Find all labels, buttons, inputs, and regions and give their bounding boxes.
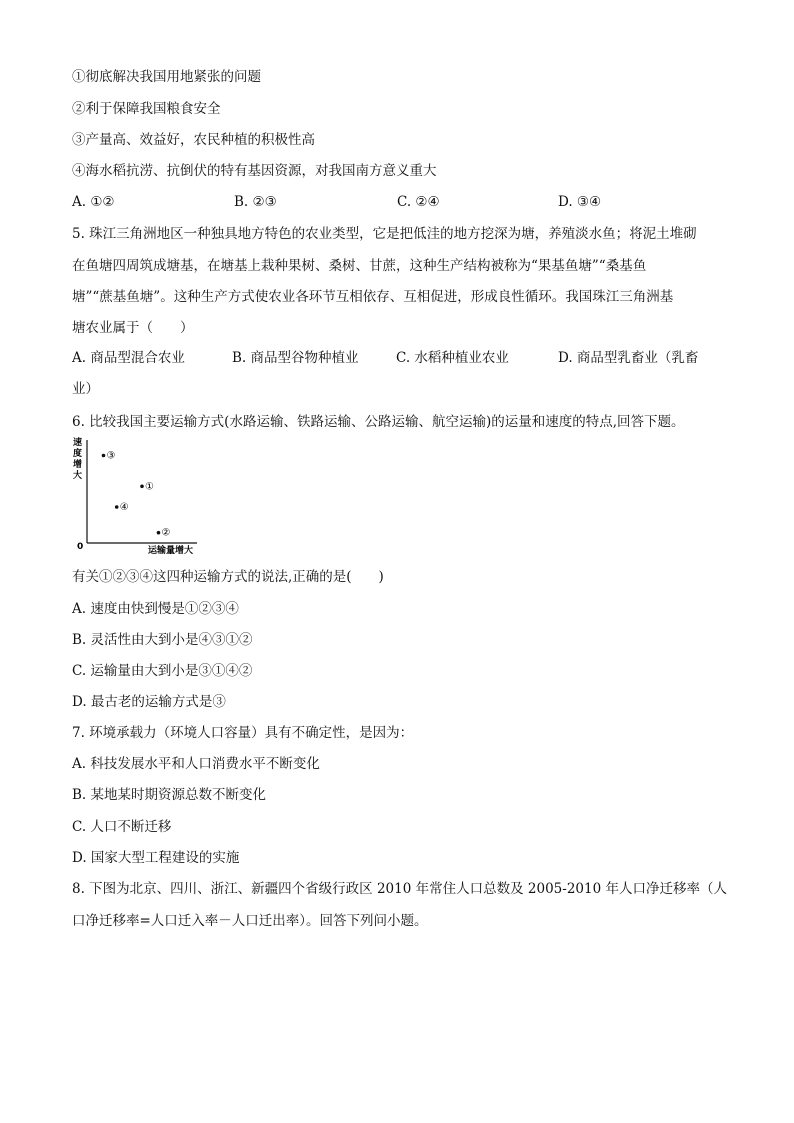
q5-option-c[interactable]: C. 水稻种植业农业 — [396, 350, 509, 366]
y-axis-label-char-1: 速 — [73, 438, 83, 448]
q7-option-b[interactable]: B. 某地某时期资源总数不断变化 — [72, 787, 267, 803]
statement-2: ②利于保障我国粮食安全 — [72, 101, 221, 117]
q5-stem-line-2: 在鱼塘四周筑成塘基，在塘基上栽种果树、桑树、甘蔗，这种生产结构被称为“果基鱼塘”“桑基鱼 — [72, 258, 647, 274]
q7-option-a[interactable]: A. 科技发展水平和人口消费水平不断变化 — [72, 756, 320, 772]
y-axis-label-char-2: 度 — [73, 449, 83, 459]
q4-option-b[interactable]: B. ②③ — [234, 194, 277, 210]
q5-stem-line-3: 塘”“蔗基鱼塘”。这种生产方式使农业各环节互相依存、互相促进，形成良性循环。我国珠江三角洲基 — [72, 289, 674, 305]
q7-stem: 7. 环境承载力（环境人口容量）具有不确定性，是因为： — [72, 725, 414, 741]
transport-scatter-figure — [72, 436, 202, 558]
q4-option-a[interactable]: A. ①② — [72, 194, 115, 210]
q7-option-c[interactable]: C. 人口不断迁移 — [72, 819, 172, 835]
scatter-point-label: ③ — [106, 450, 116, 462]
q6-question: 有关①②③④这四种运输方式的说法,正确的是( ) — [72, 569, 384, 585]
q4-options — [72, 193, 722, 211]
q6-option-a[interactable]: A. 速度由快到慢是①②③④ — [72, 601, 239, 617]
q5-stem-line-4: 塘农业属于（ ） — [72, 320, 194, 336]
q8-stem-line-2: 口净迁移率=人口迁入率－人口迁出率）。回答下列问小题。 — [72, 913, 428, 929]
q8-stem-line-1: 8. 下图为北京、四川、浙江、新疆四个省级行政区 2010 年常住人口总数及 2005-2010 年人口净迁移率（人 — [72, 881, 727, 897]
q6-option-b[interactable]: B. 灵活性由大到小是④③①② — [72, 632, 253, 648]
x-axis-label: 运输量增大 — [148, 546, 194, 556]
scatter-point — [102, 454, 106, 458]
scatter-point-label: ② — [161, 527, 171, 539]
y-axis-label-char-3: 增 — [73, 460, 83, 470]
q6-option-c[interactable]: C. 运输量由大到小是③①④② — [72, 663, 253, 679]
scatter-point-label: ① — [145, 481, 154, 493]
scatter-point — [157, 531, 161, 535]
q6-stem: 6. 比较我国主要运输方式(水路运输、铁路运输、公路运输、航空运输)的运量和速度的特点,回答下题。 — [72, 414, 685, 430]
q7-option-d[interactable]: D. 国家大型工程建设的实施 — [72, 850, 240, 866]
statement-4: ④海水稻抗涝、抗倒伏的特有基因资源，对我国南方意义重大 — [72, 163, 437, 179]
scatter-point-label: ④ — [119, 502, 129, 513]
scatter-point — [115, 505, 119, 509]
q5-option-b[interactable]: B. 商品型谷物种植业 — [232, 350, 359, 366]
statement-3: ③产量高、效益好，农民种植的积极性高 — [72, 132, 315, 148]
q6-option-d[interactable]: D. 最古老的运输方式是③ — [72, 694, 226, 710]
q5-stem-line-1: 5. 珠江三角洲地区一种独具地方特色的农业类型，它是把低洼的地方挖深为塘，养殖淡水鱼；将泥土堆砌 — [72, 226, 697, 242]
q4-option-c[interactable]: C. ②④ — [397, 194, 440, 210]
q5-option-d-wrap: 业） — [72, 381, 99, 397]
q5-option-d[interactable]: D. 商品型乳畜业（乳畜 — [558, 350, 699, 366]
scatter-point — [140, 485, 144, 489]
q4-option-d[interactable]: D. ③④ — [558, 194, 602, 210]
q5-options — [72, 349, 722, 367]
statement-1: ①彻底解决我国用地紧张的问题 — [72, 69, 261, 85]
origin-label: 0 — [77, 542, 84, 552]
q5-option-a[interactable]: A. 商品型混合农业 — [72, 350, 185, 366]
scatter-plot — [72, 436, 202, 558]
y-axis-label-char-4: 大 — [73, 471, 83, 481]
